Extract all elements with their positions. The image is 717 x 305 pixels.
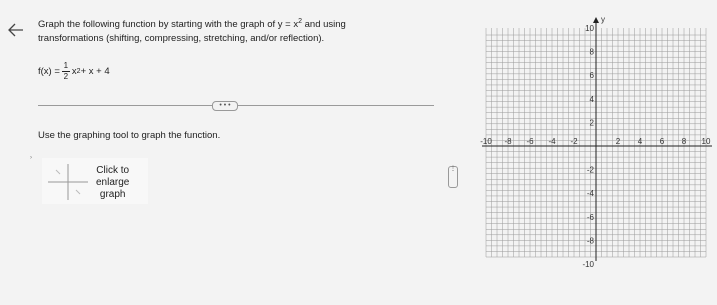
y-tick-label: -10 [582,260,594,269]
instruction-line-1: Graph the following function by starting with the graph of $y = x^2$ and using [38,18,346,31]
x-tick-label: 4 [637,137,643,146]
x-tick-label: 10 [701,137,711,146]
x-tick-label: -2 [570,137,578,146]
enlarge-label: Click to enlarge graph [96,165,130,200]
instruction-line-2: transformations (shifting, compressing, stretching, and/or reflection). [38,33,325,45]
function-expression: f(x) = $\frac{1}{2}$ x 2 + x + 4 [38,60,110,81]
y-tick-label: -8 [586,236,594,246]
y-tick-label: 2 [589,118,594,128]
y-tick-label: -6 [586,212,594,222]
y-tick-label: -2 [586,165,594,175]
y-tick-label: 6 [589,71,594,81]
panel-resize-handle[interactable]: ⋮ [448,166,458,188]
more-options-button[interactable]: • • • [212,101,238,111]
y-axis-arrow-icon [593,17,599,23]
y-axis-label: y [601,15,605,24]
x-tick-label: -8 [504,137,512,146]
x-tick-label: -10 [480,137,492,146]
x-tick-label: -6 [526,137,534,146]
y-tick-label: 8 [589,47,594,57]
x-tick-label: -4 [548,137,556,146]
marker-dot: › [30,155,32,161]
axes [482,17,712,261]
y-tick-label: -4 [586,189,594,199]
y-tick-label: 4 [589,94,594,104]
x-tick-label: 6 [659,137,665,146]
x-tick-label: 2 [615,137,621,146]
fraction: $\frac{1}{2}$ [63,60,69,81]
y-tick-label: 10 [585,24,594,33]
x-tick-label: 8 [681,137,687,146]
tool-instruction: Use the graphing tool to graph the function. [38,130,221,141]
